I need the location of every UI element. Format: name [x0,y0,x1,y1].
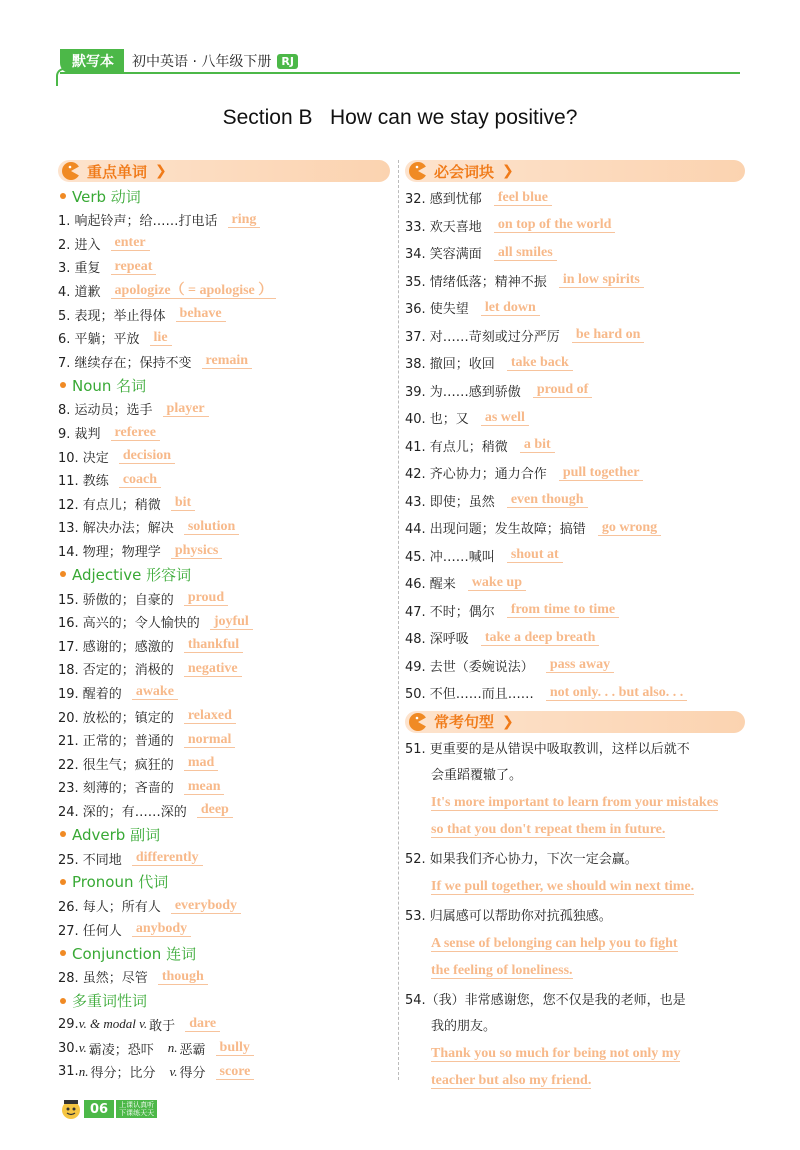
vocab-prompt: 16. 高兴的；令人愉快的 [58,616,200,632]
vocab-prompt: 1. 响起铃声；给……打电话 [58,214,218,230]
vocab-row [58,279,390,303]
sentence-answer: Thank you so much for being not only my [431,1045,681,1061]
vocab-row [58,586,390,610]
vocab-answer: repeat [111,259,157,275]
vocab-prompt: 19. 醒着的 [58,686,122,702]
vocab-answer: ring [228,212,261,228]
category-label: 多重词性词 [72,992,148,1011]
vocab-answer: coach [119,472,161,488]
item-number: 29. [58,1016,79,1032]
phrase-answer: take a deep breath [481,630,600,646]
phrase-prompt: 47. 不时；偶尔 [405,604,495,620]
vocab-prompt: 17. 感谢的；感激的 [58,639,174,655]
vocab-prompt: 15. 骄傲的；自豪的 [58,592,174,608]
vocab-row [58,917,390,941]
phrase-answer: in low spirits [559,272,644,288]
phrase-row [405,514,745,542]
vocab-answer: referee [111,425,160,441]
vocab-prompt: 22. 很生气；疯狂的 [58,757,174,773]
sentence-prompt: 51. 更重要的是从错误中吸取教训，这样以后就不 [405,741,690,757]
sentence-prompt-cont: 会重蹈覆辙了。 [431,767,523,783]
vocab-row [58,799,390,823]
vocab-row [58,894,390,918]
phrase-answer: as well [481,410,529,426]
vocab-row [58,492,390,516]
sentence-answer: so that you don't repeat them in future. [431,821,666,837]
sentence-answer-line [405,930,745,957]
vocab-answer: anybody [132,921,191,937]
pacman-icon [408,712,428,732]
mascot-icon [60,1098,82,1120]
category-label: Conjunction 连词 [72,944,197,963]
vocab-row [58,775,390,799]
phrase-prompt: 48. 深呼吸 [405,632,469,648]
sentence-answer-line [405,789,745,816]
header-rule [60,72,740,74]
phrase-prompt: 39. 为……感到骄傲 [405,384,521,400]
vocab-prompt: 26. 每人；所有人 [58,900,161,916]
section-header-phrases [405,160,745,182]
phrase-prompt: 40. 也；又 [405,412,469,428]
vocab-prompt: 20. 放松的；镇定的 [58,710,174,726]
bullet-dot [60,831,66,837]
phrase-prompt: 34. 笑容满面 [405,247,482,263]
vocab-prompt: 10. 决定 [58,450,109,466]
phrase-prompt: 42. 齐心协力；通力合作 [405,467,547,483]
vocab-answer: enter [111,235,150,251]
sentence-answer-line [405,873,745,900]
phrase-answer: proud of [533,382,592,398]
phrase-answer: even though [507,492,588,508]
left-column [58,160,390,1083]
category-heading [60,941,390,965]
vocab-row [58,751,390,775]
vocab-answer: score [216,1064,255,1080]
word-groups [58,184,390,989]
vocab-row [58,302,390,326]
category-label: Noun 名词 [72,376,147,395]
vocab-prompt: 9. 裁判 [58,427,101,443]
vocab-row [58,1013,390,1037]
arrow-icon: ❯ [155,163,167,179]
phrase-row [405,432,745,460]
phrase-row [405,322,745,350]
phrase-answer: shout at [507,547,563,563]
sentence-answer-line [405,1067,745,1094]
page-number: 06 [84,1100,114,1118]
category-heading [60,989,390,1013]
vocab-row [58,255,390,279]
phrase-row [405,377,745,405]
vocab-row [58,728,390,752]
vocab-prompt: 8. 运动员；选手 [58,403,153,419]
sentence-prompt: 52. 如果我们齐心协力，下次一定会赢。 [405,851,638,867]
sentence-item [405,988,745,1094]
sentence-prompt: 53. 归属感可以帮助你对抗孤独感。 [405,908,612,924]
vocab-answer: deep [197,802,233,818]
phrase-row [405,212,745,240]
pacman-icon [61,161,81,181]
sentence-answer-line [405,816,745,843]
section-header-words [58,160,390,182]
part-of-speech: v. [78,1040,87,1056]
right-column [405,160,745,1094]
sentence-item [405,737,745,843]
page-title: Section B How can we stay positive? [222,106,578,129]
phrase-answer: go wrong [598,520,661,536]
phrase-answer: be hard on [572,327,645,343]
sentence-answer-line [405,1040,745,1067]
meaning: 得分；比分 [90,1066,156,1082]
vocab-prompt: 13. 解决办法；解决 [58,521,174,537]
vocab-prompt: 12. 有点儿；稍微 [58,497,161,513]
phrase-answer: on top of the world [494,217,616,233]
vocab-prompt: 23. 刻薄的；吝啬的 [58,781,174,797]
part-of-speech: v. [169,1063,178,1079]
vocab-answer: negative [184,661,242,677]
bullet-dot [60,879,66,885]
slogan-line: 下课练天天 [119,1109,155,1117]
header [60,48,298,74]
vocab-row [58,704,390,728]
vocab-answer: bit [171,495,195,511]
phrase-prompt: 50. 不但……而且…… [405,687,534,703]
vocab-row [58,515,390,539]
vocab-row [58,468,390,492]
phrase-row [405,404,745,432]
phrase-prompt: 37. 对……苛刻或过分严厉 [405,329,560,345]
phrase-answer: wake up [468,575,526,591]
vocab-row [58,610,390,634]
phrase-answer: let down [481,300,540,316]
vocab-row [58,657,390,681]
vocab-answer: normal [184,732,236,748]
part-of-speech: v. & modal v. [78,1016,148,1032]
phrase-prompt: 36. 使失望 [405,302,469,318]
vocab-row [58,444,390,468]
phrase-answer: not only. . . but also. . . [546,685,687,701]
sentence-answer-line [405,957,745,984]
category-heading [60,373,390,397]
bullet-dot [60,571,66,577]
vocab-answer: differently [132,850,203,866]
book-title: 初中英语 · 八年级下册 [132,54,272,70]
arrow-icon: ❯ [502,163,514,179]
sentence-prompt-cont: 我的朋友。 [431,1018,497,1034]
part-of-speech: n. [78,1063,89,1079]
vocab-prompt: 18. 否定的；消极的 [58,663,174,679]
phrase-prompt: 35. 情绪低落；精神不振 [405,274,547,290]
vocab-row [58,634,390,658]
sentence-list [405,737,745,1094]
column-divider [398,160,399,1080]
vocab-prompt: 11. 教练 [58,474,109,490]
phrase-row [405,542,745,570]
vocab-row [58,1060,390,1084]
phrase-row [405,184,745,212]
category-heading [60,562,390,586]
vocab-answer: mean [184,779,225,795]
vocab-answer: decision [119,448,175,464]
phrase-row [405,239,745,267]
meaning: 敢于 [149,1018,176,1034]
vocab-row [58,350,390,374]
sentence-answer: A sense of belonging can help you to fight [431,935,678,951]
footer [60,1098,157,1120]
phrase-row [405,569,745,597]
multi-pos-group [58,989,390,1084]
vocab-answer: mad [184,755,218,771]
vocab-prompt: 5. 表现；举止得体 [58,308,166,324]
phrase-prompt: 41. 有点儿；稍微 [405,439,508,455]
phrase-row [405,624,745,652]
phrase-answer: a bit [520,437,555,453]
phrase-row [405,487,745,515]
vocab-answer: joyful [210,614,253,630]
vocab-answer: remain [202,353,253,369]
vocab-row [58,539,390,563]
sentence-prompt: 54.（我）非常感谢您，您不仅是我的老师，也是 [405,992,686,1008]
phrase-row [405,267,745,295]
vocab-row [58,846,390,870]
phrase-answer: pull together [559,465,644,481]
vocab-answer: behave [176,306,226,322]
phrase-row [405,679,745,707]
section-header-sentences [405,711,745,733]
meaning: 得分 [179,1066,206,1082]
category-label: Adverb 副词 [72,825,161,844]
sentence-item [405,847,745,900]
vocab-row [58,232,390,256]
sentence-answer: teacher but also my friend. [431,1072,592,1088]
vocab-row [58,397,390,421]
phrase-answer: take back [507,355,573,371]
vocab-row [58,1036,390,1060]
vocab-prompt: 7. 继续存在；保持不变 [58,355,192,371]
header-curve [56,68,66,86]
phrase-answer: from time to time [507,602,619,618]
vocab-answer: solution [184,519,239,535]
meaning: 恶霸 [179,1042,206,1058]
phrase-prompt: 46. 醒来 [405,577,456,593]
phrase-prompt: 33. 欢天喜地 [405,219,482,235]
category-heading [60,822,390,846]
vocab-answer: relaxed [184,708,236,724]
item-number: 31. [58,1064,79,1080]
phrase-prompt: 43. 即使；虽然 [405,494,495,510]
sentence-answer: If we pull together, we should win next time. [431,878,695,894]
meaning: 霸凌；恐吓 [88,1042,154,1058]
phrase-row [405,349,745,377]
section-title: 重点单词 [87,162,148,181]
vocab-answer: player [163,401,209,417]
phrase-prompt: 38. 撤回；收回 [405,357,495,373]
phrase-answer: feel blue [494,190,552,206]
arrow-icon: ❯ [502,713,514,730]
bullet-dot [60,950,66,956]
sentence-answer: It's more important to learn from your mistakes [431,794,719,810]
phrase-row [405,652,745,680]
sentence-item [405,904,745,984]
vocab-prompt: 4. 道歉 [58,285,101,301]
vocab-answer: bully [216,1040,254,1056]
vocab-row [58,421,390,445]
vocab-row [58,965,390,989]
phrase-prompt: 49. 去世（委婉说法） [405,659,534,675]
part-of-speech: n. [167,1040,178,1056]
vocab-prompt: 25. 不同地 [58,852,122,868]
vocab-row [58,208,390,232]
pacman-icon [408,161,428,181]
book-badge: 默写本 [60,49,124,73]
slogan-line: 上课认真听 [119,1101,155,1109]
edition-tag: RJ [277,54,298,69]
vocab-row [58,326,390,350]
category-label: Verb 动词 [72,187,141,206]
phrase-row [405,459,745,487]
category-label: Adjective 形容词 [72,565,192,584]
section-title: 必会词块 [434,162,495,181]
vocab-answer: though [158,969,208,985]
vocab-answer: proud [184,590,228,606]
phrase-list [405,184,745,707]
section-title: 常考句型 [434,713,495,731]
phrase-prompt: 45. 冲……喊叫 [405,549,495,565]
bullet-dot [60,998,66,1004]
phrase-answer: all smiles [494,245,557,261]
vocab-prompt: 6. 平躺；平放 [58,332,140,348]
vocab-answer: apologize（ = apologise ） [111,283,277,299]
bullet-dot [60,382,66,388]
phrase-prompt: 32. 感到忧郁 [405,192,482,208]
category-label: Pronoun 代词 [72,873,169,892]
vocab-prompt: 28. 虽然；尽管 [58,971,148,987]
vocab-prompt: 21. 正常的；普通的 [58,734,174,750]
vocab-prompt: 27. 任何人 [58,923,122,939]
sentence-answer: the feeling of loneliness. [431,962,573,978]
vocab-answer: dare [185,1016,220,1032]
item-number: 30. [58,1040,79,1056]
bullet-dot [60,193,66,199]
vocab-prompt: 24. 深的；有……深的 [58,804,187,820]
category-heading [60,870,390,894]
footer-slogan [116,1100,157,1118]
vocab-answer: lie [150,330,172,346]
vocab-prompt: 14. 物理；物理学 [58,545,161,561]
vocab-prompt: 3. 重复 [58,261,101,277]
vocab-prompt: 2. 进入 [58,237,101,253]
vocab-answer: thankful [184,637,243,653]
vocab-answer: awake [132,684,178,700]
vocab-row [58,681,390,705]
vocab-answer: everybody [171,898,241,914]
category-heading [60,184,390,208]
vocab-answer: physics [171,543,223,559]
phrase-row [405,597,745,625]
phrase-answer: pass away [546,657,614,673]
phrase-prompt: 44. 出现问题；发生故障；搞错 [405,522,586,538]
phrase-row [405,294,745,322]
